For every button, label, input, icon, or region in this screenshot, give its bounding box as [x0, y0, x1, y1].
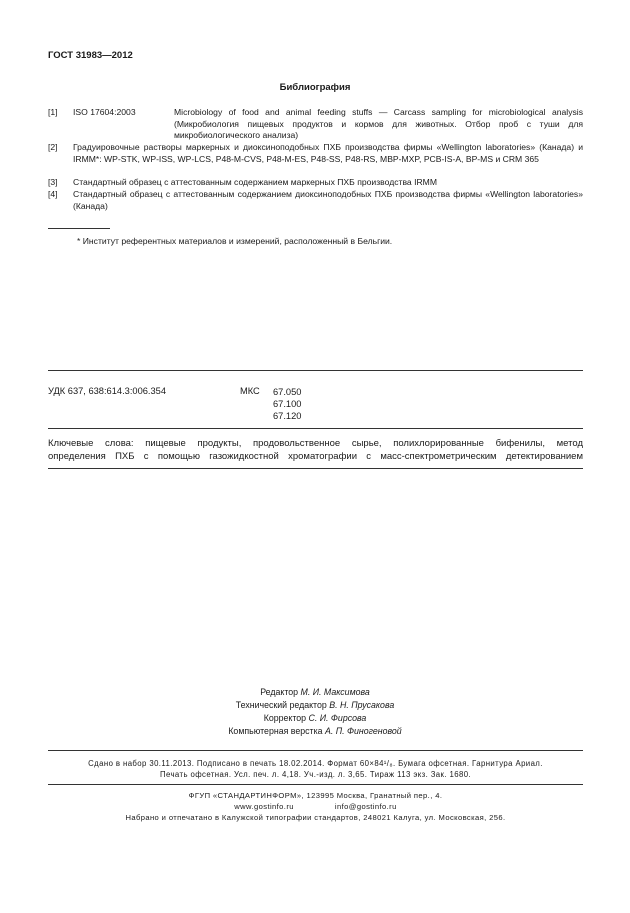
entry-number: [2] [48, 142, 58, 152]
credit-line [0, 725, 630, 738]
credit-line [0, 699, 630, 712]
credit-role: Редактор [260, 687, 299, 697]
credit-person: М. И. Максимова [300, 687, 370, 697]
publishing-info [48, 758, 583, 780]
credit-role: Технический редактор [235, 700, 327, 710]
document-header: ГОСТ 31983—2012 [48, 50, 133, 61]
footnote-separator [48, 228, 110, 229]
credit-person: А. П. Финогеновой [324, 726, 402, 736]
bibliography-entry [48, 189, 583, 212]
credit-line [0, 686, 630, 699]
credits-block [0, 686, 630, 738]
divider-top [48, 370, 583, 371]
bibliography-entry [48, 107, 583, 142]
entry-text: Стандартный образец с аттестованным содержанием диоксиноподобных ПХБ производства фирмы «Wellington laboratories» (Канада) [73, 189, 583, 211]
mks-codes [273, 386, 301, 422]
entry-number: [3] [48, 177, 58, 187]
mks-code: 67.100 [273, 399, 302, 409]
imprint-line-1: ФГУП «СТАНДАРТИНФОРМ», 123995 Москва, Гранатный пер., 4. [188, 791, 443, 800]
bibliography-entry [48, 177, 583, 189]
credit-person: С. И. Фирсова [308, 713, 367, 723]
bibliography-title: Библиография [279, 82, 351, 93]
credit-line [0, 712, 630, 725]
entry-code: ISO 17604:2003 [73, 107, 136, 117]
divider-publishing-top [48, 750, 583, 751]
entry-text: Microbiology of food and animal feeding stuffs — Carcass sampling for microbiological analysis (Микробиология пищевых продуктов и кормов для животных. Отбор проб с туши для микробиологического анализа) [174, 107, 583, 140]
credit-role: Компьютерная верстка [228, 726, 323, 736]
divider-middle [48, 428, 583, 429]
divider-bottom [48, 468, 583, 469]
keywords-line-2: определения ПХБ с помощью газожидкостной хроматографии с масс-спектрометрическим детектированием [48, 451, 583, 462]
imprint-info [48, 790, 583, 823]
entry-text: Стандартный образец с аттестованным содержанием маркерных ПХБ производства IRMM [73, 177, 437, 187]
keywords-line-1: Ключевые слова: пищевые продукты, продовольственное сырье, полихлорированные бифенилы, метод [48, 438, 583, 449]
publisher-email[interactable]: info@gostinfo.ru [334, 802, 397, 811]
publisher-website[interactable]: www.gostinfo.ru [234, 802, 294, 811]
entry-text: Градуировочные растворы маркерных и диоксиноподобных ПХБ производства фирмы «Wellington laboratories» (Канада) и IRMM*: WP-STK, WP-ISS, WP-LCS, P48-M-CVS, P48-M-ES, P48-SS, P48-RS, MBP-MXP, PCB-IS-A, BP-MS и CRM 365 [73, 142, 583, 164]
entry-number: [4] [48, 189, 58, 199]
imprint-contacts [48, 801, 583, 812]
footnote: * Институт референтных материалов и измерений, расположенный в Бельгии. [77, 236, 393, 246]
mks-label: МКС [240, 386, 260, 396]
credit-person: В. Н. Прусакова [329, 700, 395, 710]
credit-role: Корректор [263, 713, 307, 723]
publishing-line-2: Печать офсетная. Усл. печ. л. 4,18. Уч.-изд. л. 3,65. Тираж 113 экз. Зак. 1680. [159, 770, 471, 779]
publishing-line-1: Сдано в набор 30.11.2013. Подписано в печать 18.02.2014. Формат 60×84¹/₈. Бумага офсетная. Гарнитура Ариал. [88, 759, 543, 768]
divider-publishing-bottom [48, 784, 583, 785]
mks-code: 67.050 [273, 387, 302, 397]
bibliography-entry [48, 142, 583, 165]
udk-code: УДК 637, 638:614.3:006.354 [48, 386, 167, 396]
imprint-line-3: Набрано и отпечатано в Калужской типографии стандартов, 248021 Калуга, ул. Московская, 256. [125, 813, 506, 822]
entry-number: [1] [48, 107, 58, 117]
mks-code: 67.120 [273, 411, 302, 421]
